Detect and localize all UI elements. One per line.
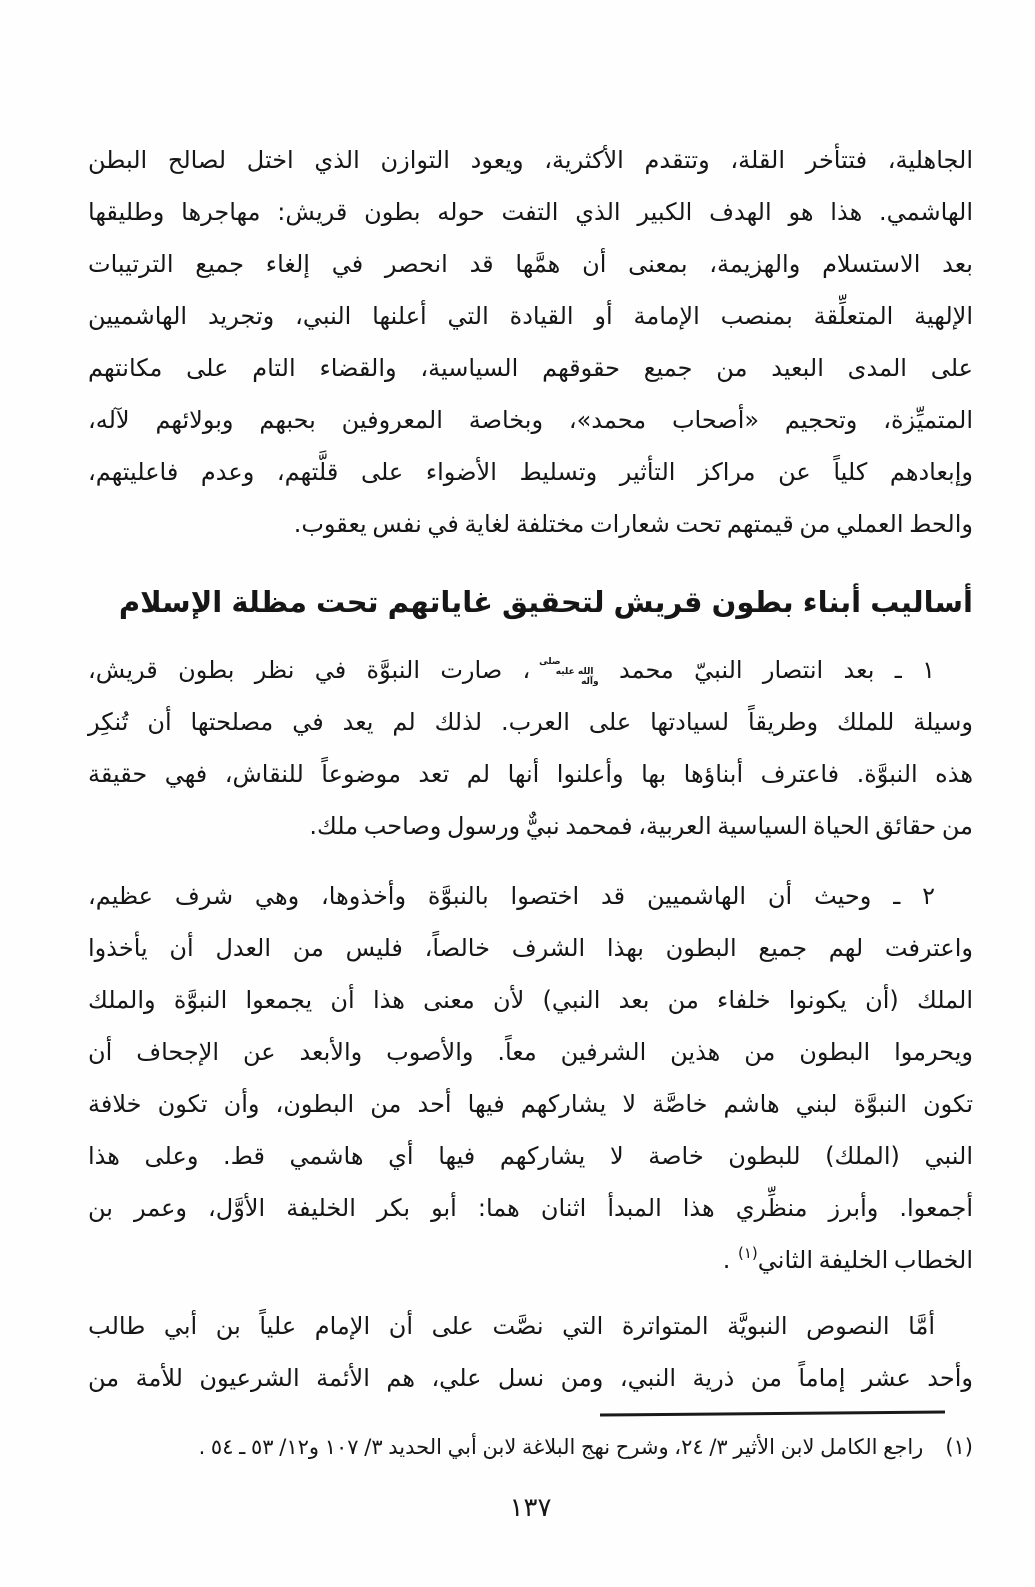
- text-line: على المدى البعيد من جميع حقوقهم السياسية، والقضاء التام على مكانتهم: [88, 354, 973, 382]
- text-line: الجاهلية، فتتأخر القلة، وتتقدم الأكثرية، ويعود التوازن الذي اختل لصالح البطن: [88, 146, 973, 174]
- text-line: والحط العملي من قيمتهم تحت شعارات مختلفة لغاية في نفس يعقوب.: [293, 510, 973, 538]
- text-line: [88, 1234, 973, 1286]
- text-line: واعترفت لهم جميع البطون بهذا الشرف خالصاً، فليس من العدل أن يأخذوا: [88, 934, 973, 962]
- paragraph-1: [88, 644, 973, 852]
- footnote: [88, 1427, 973, 1467]
- text-line: الهاشمي. هذا هو الهدف الكبير الذي التفت حوله بطون قريش: مهاجرها وطليقها: [88, 198, 973, 226]
- paragraph-continuation: [88, 134, 973, 550]
- text-line: أجمعوا. وأبرز منظِّري هذا المبدأ اثنان هما: أبو بكر الخليفة الأوَّل، وعمر بن: [88, 1194, 973, 1222]
- text-line: النبي (الملك) للبطون خاصة لا يشاركهم فيها أي هاشمي قط. وعلى هذا: [88, 1142, 973, 1170]
- text-line: أمَّا النصوص النبويَّة المتواترة التي نصَّت على أن الإمام علياً بن أبي طالب: [88, 1312, 935, 1340]
- text-line: ويحرموا البطون من هذين الشرفين معاً. والأصوب والأبعد عن الإجحاف أن: [88, 1038, 973, 1066]
- text-line: من حقائق الحياة السياسية العربية، فمحمد نبيٌّ ورسول وصاحب ملك.: [309, 812, 973, 840]
- section-heading: أساليب أبناء بطون قريش لتحقيق غاياتهم تحت مظلة الإسلام: [118, 585, 973, 619]
- text-line: الملك (أن يكونوا خلفاء من بعد النبي) لأن معنى هذا أن يجمعوا النبوَّة والملك: [88, 986, 973, 1014]
- paragraph-2: [88, 870, 973, 1286]
- text-line: وإبعادهم كلياً عن مراكز التأثير وتسليط الأضواء على قلَّتهم، وعدم فاعليتهم،: [88, 458, 973, 486]
- text-segment: ، صارت النبوَّة في نظر بطون قريش،: [88, 656, 531, 684]
- text-line: الإلهية المتعلِّقة بمنصب الإمامة أو القيادة التي أعلنها النبي، وتجريد الهاشميين: [88, 302, 973, 330]
- footnote-reference: (١): [738, 1244, 758, 1262]
- footnote-marker: (١): [945, 1435, 973, 1459]
- text-segment: ١ ـ بعد انتصار النبيّ محمد: [618, 656, 936, 684]
- footnote-text: راجع الكامل لابن الأثير ٣/ ٢٤، وشرح نهج البلاغة لابن أبي الحديد ٣/ ١٠٧ و١٢/ ٥٣ ـ ٥٤ .: [198, 1435, 924, 1459]
- text-line: [88, 644, 973, 696]
- text-line: وسيلة للملك وطريقاً لسيادتها على العرب. لذلك لم يعد في مصلحتها أن تُنكِر: [88, 708, 973, 736]
- text-segment: الخطاب الخليفة الثاني: [757, 1246, 973, 1274]
- page-number: ١٣٧: [509, 1493, 552, 1523]
- prophet-honorific-mark: صلى الله عليه وآله: [539, 656, 599, 687]
- footnote-separator-rule: [600, 1410, 945, 1416]
- text-line: وأحد عشر إماماً من ذرية النبي، ومن نسل علي، هم الأئمة الشرعيون للأمة من: [88, 1364, 973, 1392]
- text-line: ٢ ـ وحيث أن الهاشميين قد اختصوا بالنبوَّة وأخذوها، وهي شرف عظيم،: [88, 882, 935, 910]
- text-line: المتميِّزة، وتحجيم «أصحاب محمد»، وبخاصة المعروفين بحبهم وبولائهم لآله،: [88, 406, 973, 434]
- text-line: هذه النبوَّة. فاعترف أبناؤها بها وأعلنوا أنها لم تعد موضوعاً للنقاش، فهي حقيقة: [88, 760, 973, 788]
- text-segment: .: [722, 1246, 731, 1274]
- text-line: تكون النبوَّة لبني هاشم خاصَّة لا يشاركهم فيها أحد من البطون، وأن تكون خلافة: [88, 1090, 973, 1118]
- paragraph-3: [88, 1300, 973, 1404]
- text-line: بعد الاستسلام والهزيمة، بمعنى أن همَّها قد انحصر في إلغاء جميع الترتيبات: [88, 250, 973, 278]
